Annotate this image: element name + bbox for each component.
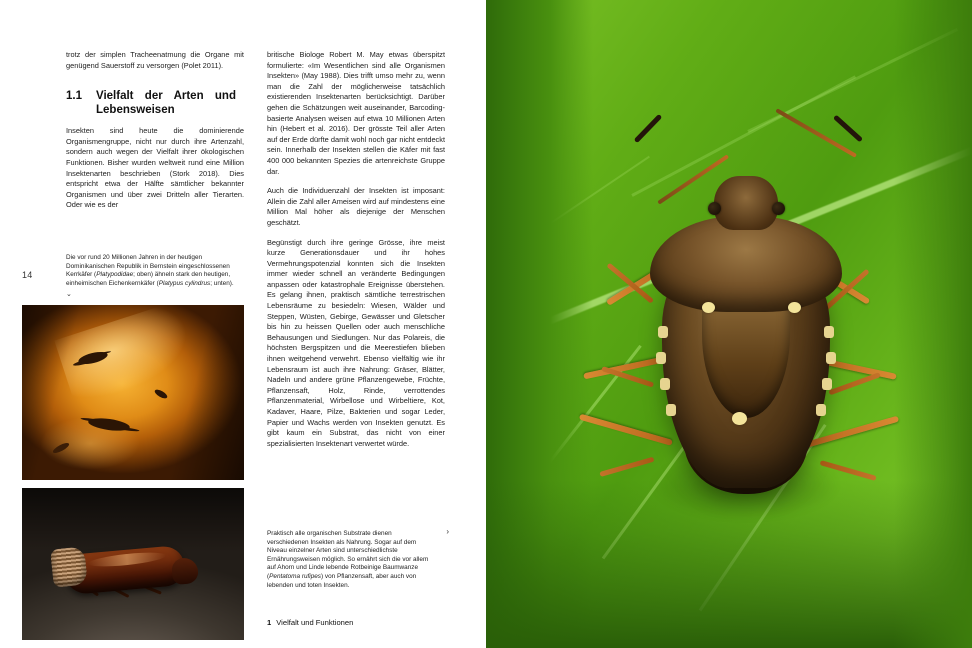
caption-amber-italic1: Platypodidae (96, 271, 134, 279)
bug-connexivum-stripe (658, 326, 668, 338)
caption-bottom-part2: ) von Pflanzensaft, aber auch von lebenden und toten Insekten. (267, 572, 417, 589)
paragraph-1: britische Biologe Robert M. May etwas überspitzt formulierte: «Im Wesentlichen sind alle Organismen Insekten» (May 1988). Dies trifft umso mehr zu, wenn man die Zahl der möglicherweise tatsächlich existierenden Insektenarten berücksichtigt. Darüber gehen die Schätzungen weit auseinander, Barcoding-basierte Analysen weisen auf etwa 10 Millionen Arten hin (Hebert et al. 2016). Der grösste Teil aller Arten auf der Erde dürfte damit wohl noch gar nicht entdeckt sein. Innerhalb der Insekten stellen die Käfer mit fast 400 000 bekannten Spezies die artenreichste Gruppe dar. (267, 50, 445, 176)
footer-chapter-number: 1 (267, 618, 272, 627)
bug-connexivum-stripe (816, 404, 826, 416)
caption-amber-fossil (66, 254, 242, 300)
bug-connexivum-stripe (666, 404, 676, 416)
bug-eye-left (708, 202, 721, 215)
shieldbug-photo-page (486, 0, 972, 648)
caption-shieldbug (267, 527, 449, 590)
leaf-shadow-right (894, 0, 972, 648)
caption-amber-italic2: Platypus cylindrus (158, 279, 211, 287)
page-number: 14 (22, 270, 33, 280)
beetle-head (50, 546, 88, 587)
footer-chapter-title: Vielfalt und Funktionen (276, 618, 354, 627)
page-footer (267, 618, 353, 627)
paragraph-2: Auch die Individuenzahl der Insekten ist imposant: Allein die Zahl aller Ameisen wird auf mindestens eine Million Mal höher als diejenige der Menschen geschätzt. (267, 186, 445, 227)
chevron-right-icon: › (446, 527, 449, 536)
left-text-column (66, 50, 244, 220)
bug-pronotum (650, 216, 842, 312)
bug-marking-spot (732, 412, 747, 425)
bug-connexivum-stripe (656, 352, 666, 364)
shieldbug (636, 120, 856, 540)
caption-amber-part1: Die vor rund 20 Millionen Jahren in der heutigen Dominikanischen Republik in Bernstein eingeschlossenen Kerrkäfer ( (66, 254, 230, 279)
caption-bottom-part1: Praktisch alle organischen Substrate dienen verschiedenen Insekten als Nahrung. Sogar auf dem Niveau einzelner Arten sind unterschiedlichste Ernährungsweisen möglich. So ernährt sich die vor allem auf Ahorn und Linde lebende Rotbeinige Baumwanze ( (267, 530, 429, 580)
beetle-background-blur (22, 488, 244, 552)
oak-beetle-photo (22, 488, 244, 640)
bug-marking-spot (788, 302, 801, 313)
bug-connexivum-stripe (660, 378, 670, 390)
right-text-column (267, 50, 445, 458)
bug-connexivum-stripe (822, 378, 832, 390)
bug-eye-right (772, 202, 785, 215)
caption-bottom-italic: Pentatoma rufipes (269, 572, 322, 580)
bug-head (714, 176, 778, 230)
section-number: 1.1 (66, 90, 82, 103)
bug-marking-spot (702, 302, 715, 313)
caption-amber-part2: ; oben) ähneln stark den heutigen, einheimischen Eichenkernkäfer ( (66, 271, 231, 287)
section-heading (66, 89, 244, 117)
paragraph-body: Insekten sind heute die dominierende Organismengruppe, nicht nur durch ihre Artenzahl, sondern auch wegen der Vielfalt ihrer ökologischen Funktionen. Bisher wurden weltweit rund eine Million Insektenarten beschrieben (Stork 2018). Dies entspricht etwa der Hälfte sämtlicher bekannter Organismen und über zwei Dritteln aller Tierarten. Oder wie es der (66, 126, 244, 210)
chevron-down-icon: ⌄ (66, 291, 72, 299)
caption-amber-part3: ; unten). (210, 279, 234, 287)
bug-connexivum-stripe (824, 326, 834, 338)
bug-connexivum-stripe (826, 352, 836, 364)
section-title-text: Vielfalt der Arten und Lebensweisen (96, 90, 236, 117)
paragraph-3: Begünstigt durch ihre geringe Grösse, ihre meist kurze Generationsdauer und ihr hohes Vermehrungspotenzial konnten sich die Insekten immer wieder schnell an veränderte Bedingungen anpassen oder katastrophale Ereignisse überstehen. Es gelang ihnen, praktisch sämtliche terrestrischen Lebensräume zu besiedeln: Wiesen, Wälder und Steppen, Wüsten, Gebirge, Gewässer und Gletscher bis hin zu heissen Quellen oder auch menschliche Behausungen und Siedlungen. Nur das Polareis, die höchsten Bergspitzen und die Meerestiefen blieben ihnen weitgehend verwehrt. Ebenso vielfältig wie ihr Lebensraum ist auch ihre Nahrung: Gräser, Blätter, Nadeln und andere grüne Pflanzengewebe, Früchte, Pflanzensaft, Holz, Rinde, verrottendes Pflanzenmaterial, Wirbellose und Wirbeltiere, Kot, Kadaver, Haare, Pilze, Bakterien und sogar Leder, Papier und Wachs werden von Insekten genutzt. Es gibt kaum ein Substrat, das nicht von einer spezialisierten Insektenart verwertet würde. (267, 237, 445, 448)
amber-edge-shadow (22, 305, 244, 480)
amber-fossil-photo (22, 305, 244, 480)
paragraph-continued: trotz der simplen Tracheenatmung die Organe mit genügend Sauerstoff zu versorgen (Polet 2011). (66, 50, 244, 70)
